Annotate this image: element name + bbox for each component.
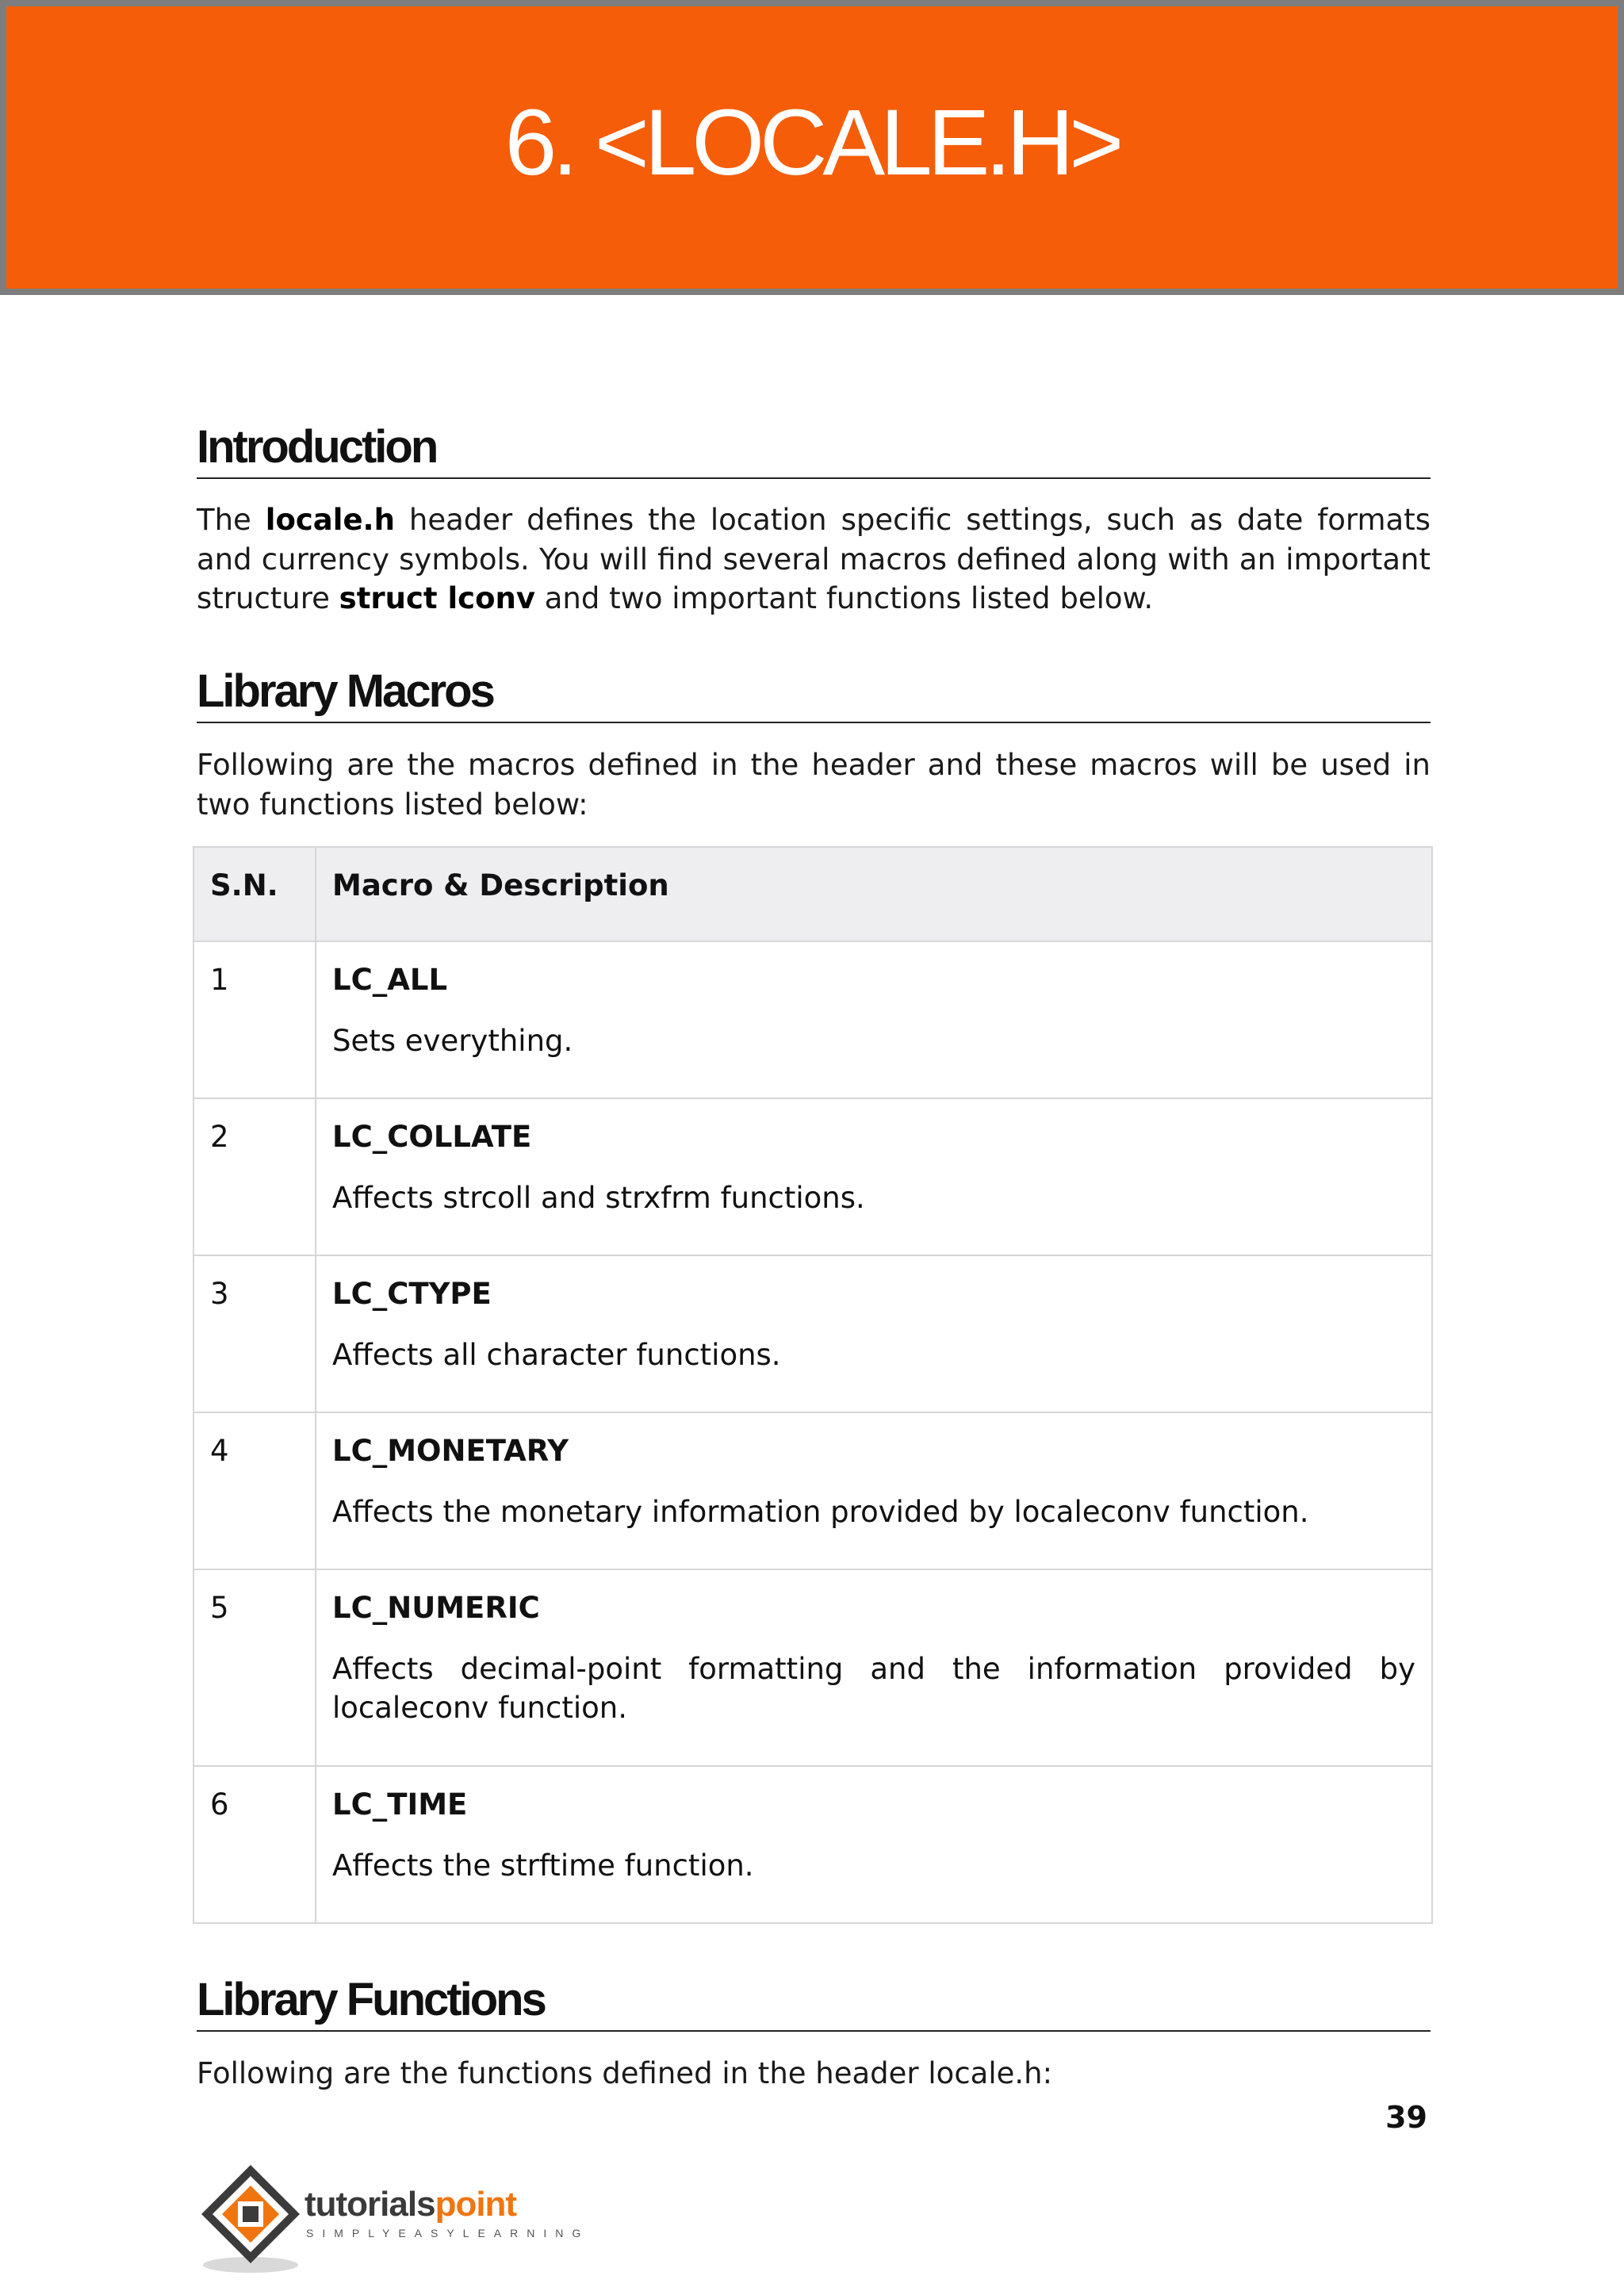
row-sn: 4 bbox=[193, 1412, 316, 1569]
macro-name: LC_TIME bbox=[332, 1787, 468, 1822]
row-sn: 3 bbox=[193, 1255, 316, 1412]
table-row bbox=[193, 1766, 1432, 1923]
row-macro bbox=[316, 1412, 1432, 1569]
row-sn: 5 bbox=[193, 1569, 316, 1766]
macros-table bbox=[193, 846, 1433, 1924]
macro-name: LC_NUMERIC bbox=[332, 1591, 540, 1625]
row-macro bbox=[316, 1098, 1432, 1255]
page-number: 39 bbox=[1385, 2100, 1427, 2135]
chapter-title: 6. <LOCALE.H> bbox=[504, 90, 1120, 195]
logo-wordmark bbox=[304, 2187, 516, 2222]
macro-name: LC_MONETARY bbox=[332, 1434, 569, 1468]
macro-name: LC_COLLATE bbox=[332, 1120, 532, 1154]
macro-name: LC_ALL bbox=[332, 963, 448, 997]
intro-text-2: header defines the location specific settings, such as date formats and currency symbols. You will find several macros defined along with an important structure bbox=[197, 503, 1431, 615]
introduction-paragraph bbox=[197, 500, 1431, 619]
library-functions-heading: Library Functions bbox=[197, 1975, 1431, 2032]
row-macro bbox=[316, 941, 1432, 1098]
logo-wordmark-part-1: tutorials bbox=[304, 2185, 435, 2224]
macro-description: Sets everything. bbox=[332, 1024, 573, 1058]
table-row bbox=[193, 1569, 1432, 1766]
table-row bbox=[193, 1412, 1432, 1569]
table-row bbox=[193, 941, 1432, 1098]
macro-description: Affects strcoll and strxfrm functions. bbox=[332, 1181, 865, 1215]
macro-description: Affects all character functions. bbox=[332, 1338, 781, 1372]
table-header-row bbox=[193, 847, 1432, 941]
logo-diamond-icon bbox=[195, 2159, 306, 2278]
header-macro-description: Macro & Description bbox=[316, 847, 1432, 941]
library-macros-paragraph: Following are the macros defined in the header and these macros will be used in two functions listed below: bbox=[197, 748, 1431, 822]
intro-bold-locale-h: locale.h bbox=[265, 503, 395, 537]
row-sn: 1 bbox=[193, 941, 316, 1098]
row-macro bbox=[316, 1766, 1432, 1923]
table-row bbox=[193, 1098, 1432, 1255]
macro-description: Affects the strftime function. bbox=[332, 1849, 754, 1883]
row-sn: 2 bbox=[193, 1098, 316, 1255]
macro-description: Affects the monetary information provided by localeconv function. bbox=[332, 1495, 1309, 1529]
row-sn: 6 bbox=[193, 1766, 316, 1923]
chapter-banner bbox=[0, 0, 1624, 295]
header-sn: S.N. bbox=[193, 847, 316, 941]
table-row bbox=[193, 1255, 1432, 1412]
logo-wordmark-part-2: point bbox=[435, 2185, 517, 2224]
macro-description: Affects decimal-point formatting and the information provided by localeconv function. bbox=[332, 1652, 1415, 1725]
intro-bold-struct-lconv: struct lconv bbox=[339, 581, 535, 615]
introduction-heading: Introduction bbox=[197, 422, 1431, 479]
tutorialspoint-logo bbox=[195, 2159, 590, 2278]
intro-text-1: The bbox=[197, 503, 266, 537]
row-macro bbox=[316, 1569, 1432, 1766]
library-macros-heading: Library Macros bbox=[197, 666, 1431, 723]
library-functions-paragraph: Following are the functions defined in the header locale.h: bbox=[197, 2056, 1053, 2090]
intro-text-3: and two important functions listed below. bbox=[534, 581, 1154, 615]
logo-tagline: SIMPLYEASYLEARNING bbox=[306, 2227, 590, 2239]
macro-name: LC_CTYPE bbox=[332, 1277, 492, 1311]
row-macro bbox=[316, 1255, 1432, 1412]
